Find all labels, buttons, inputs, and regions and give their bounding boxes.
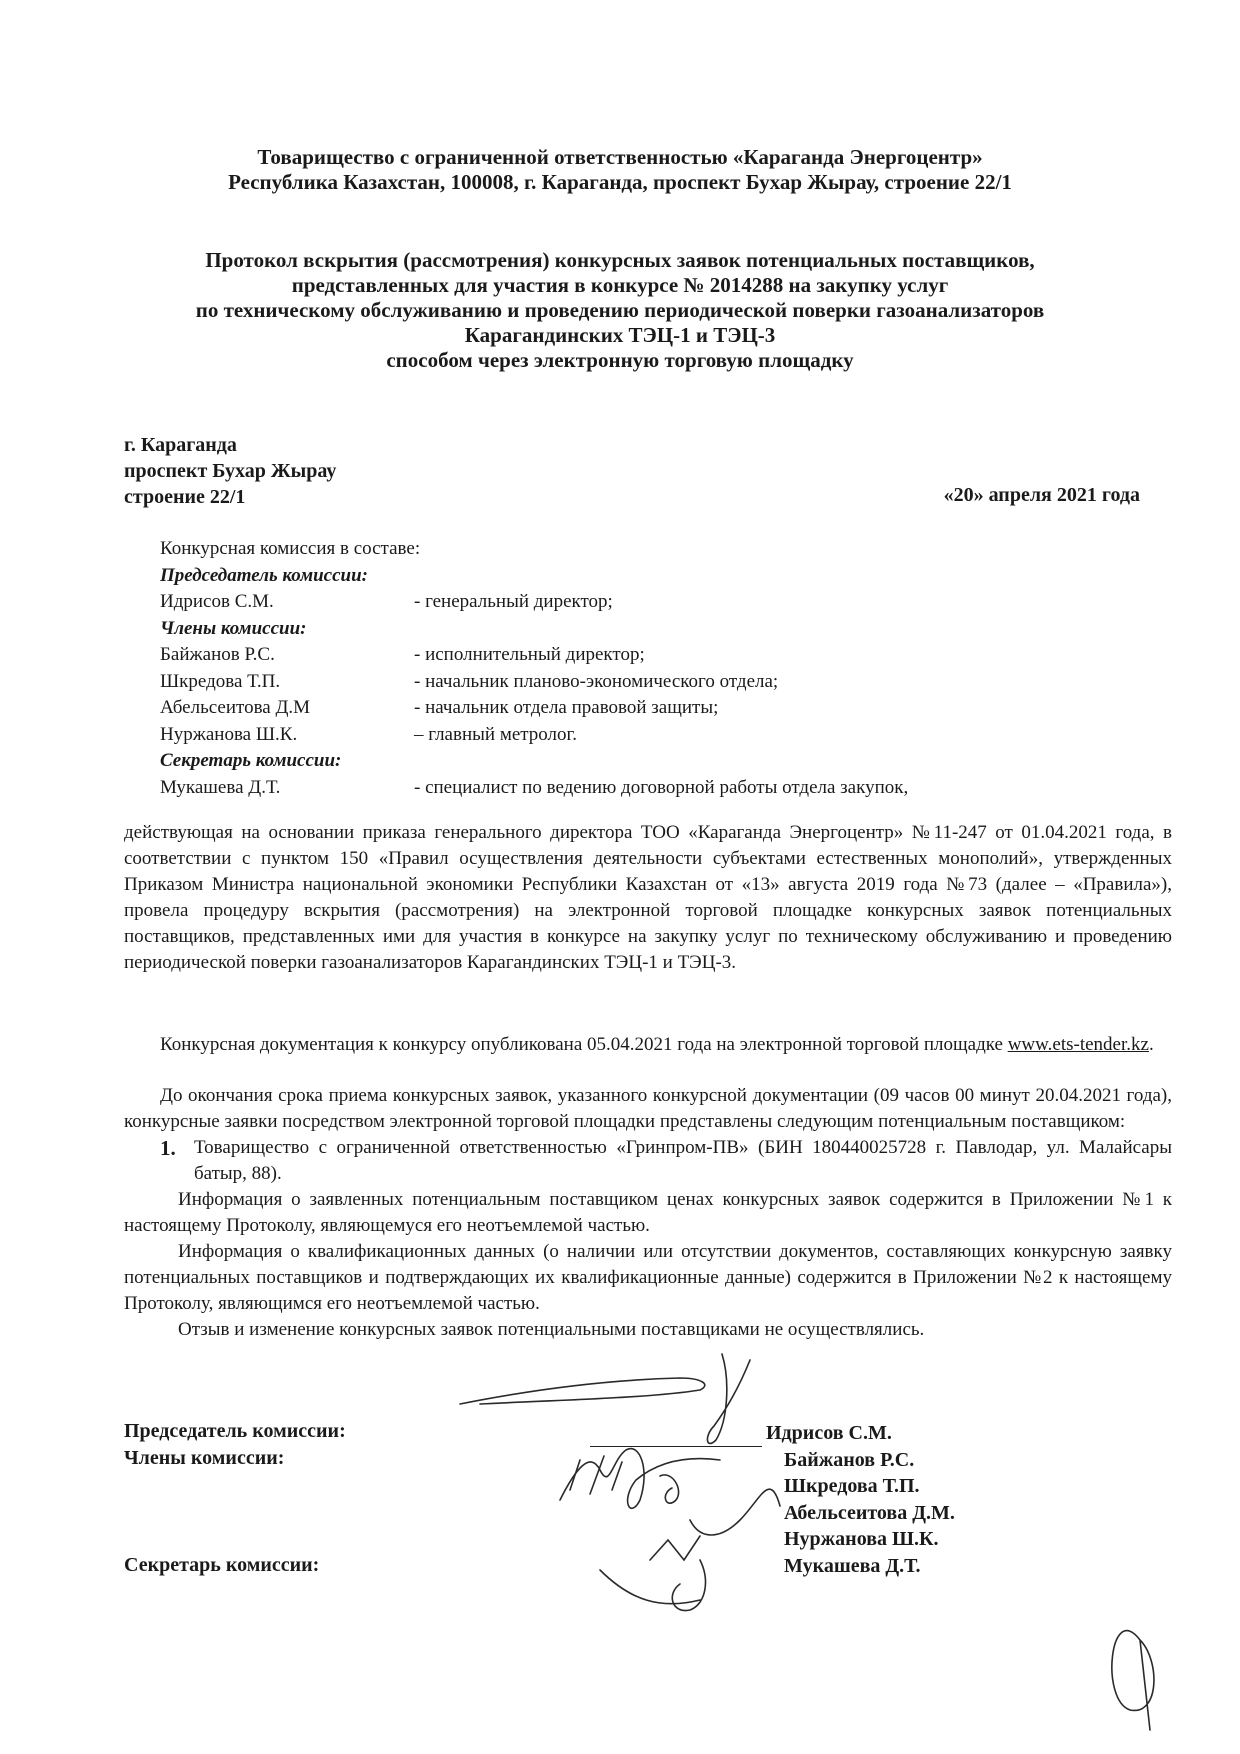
commission-member-row [160,775,908,802]
list-item [124,1135,1172,1187]
title-line: способом через электронную торговую площадку [386,348,854,372]
title-line: по техническому обслуживанию и проведению периодической поверки газоанализаторов [195,298,1045,322]
member-name: Шкредова Т.П. [160,670,281,692]
body-paragraph-basis [124,820,1172,976]
paragraph-text: действующая на основании приказа генерального директора ТОО «Караганда Энергоцентр» №11-247 от 01.04.2021 года, в соответствии с пунктом 150 «Правил осуществления деятельности субъектами естественных монополий», утвержденных Приказом Министра национальной экономики Республики Казахстан от «13» августа 2019 года №73 (далее – «Правила»), провела процедуру вскрытия (рассмотрения) на электронной торговой площадке конкурсных заявок потенциальных поставщиков, представленных ими для участия в конкурсе на закупку услуг по техническому обслуживанию и проведению периодической поверки газоанализаторов Карагандинских ТЭЦ-1 и ТЭЦ-3. [124,822,1172,973]
place-building: строение 22/1 [124,486,246,508]
member-position: - генеральный директор; [414,591,613,612]
chair-role-label: Председатель комиссии: [160,564,368,586]
paragraph-text: До окончания срока приема конкурсных заявок, указанного конкурсной документации (09 часов 00 минут 20.04.2021 года), конкурсные заявки посредством электронной торговой площадки представлены следующим потенциальным поставщиком: [124,1085,1172,1132]
secretary-role-label: Секретарь комиссии: [160,750,342,771]
bidder-text: Товарищество с ограниченной ответственностью «Гринпром-ПВ» (БИН 180440025728 г. Павлодар, ул. Малайсары батыр, 88). [194,1137,1172,1184]
members-role-label: Члены комиссии: [160,617,307,639]
commission-member-row [160,589,908,616]
signature-secretary-label: Секретарь комиссии: [124,1554,320,1576]
body-paragraph-publication [124,1032,1172,1058]
publication-end: . [1148,1034,1154,1055]
paragraph-text [124,1032,1172,1058]
signature-names [766,1420,955,1579]
signature-members-label: Члены комиссии: [124,1447,285,1469]
bidder-number: 1. [160,1136,176,1160]
signatory-name: Абельсеитова Д.М. [784,1501,955,1524]
member-position: - исполнительный директор; [414,644,645,665]
tender-site-link[interactable]: www.ets-tender.kz [1007,1034,1149,1055]
publication-text: Конкурсная документация к конкурсу опубликована 05.04.2021 года на электронной торговой площадке [160,1034,1003,1055]
signatory-name: Шкредова Т.П. [784,1475,920,1497]
member-position: - начальник планово-экономического отдела; [414,670,779,692]
member-position: - специалист по ведению договорной работы отдела закупок, [414,776,909,798]
signatory-name: Байжанов Р.С. [784,1448,915,1471]
title-line: Протокол вскрытия (рассмотрения) конкурсных заявок потенциальных поставщиков, [205,248,1035,272]
signature-line [590,1446,762,1447]
signature-chair-label: Председатель комиссии: [124,1420,346,1442]
bidder-list [124,1135,1172,1187]
protocol-date: «20» апреля 2021 года [943,484,1140,506]
organization-name: Товарищество с ограниченной ответственностью «Караганда Энергоцентр» [257,145,983,169]
member-position: – главный метролог. [414,723,577,745]
organization-address: Республика Казахстан, 100008, г. Караганда, проспект Бухар Жырау, строение 22/1 [228,170,1012,194]
member-position: - начальник отдела правовой защиты; [414,697,719,718]
paragraph-text: Отзыв и изменение конкурсных заявок потенциальными поставщиками не осуществлялись. [178,1319,925,1340]
organization-header [0,145,1240,195]
place-city: г. Караганда [124,434,237,456]
member-name: Идрисов С.М. [160,591,274,612]
member-name: Нуржанова Ш.К. [160,723,298,745]
member-name: Абельсеитова Д.М [160,697,311,718]
commission-member-row [160,695,908,722]
commission-member-row [160,669,908,696]
protocol-title [0,248,1240,373]
title-line: представленных для участия в конкурсе № 2014288 на закупку услуг [291,273,949,297]
signatory-name: Идрисов С.М. [766,1422,892,1444]
place-block [124,432,336,510]
commission-member-row [160,642,908,669]
title-line: Карагандинских ТЭЦ-1 и ТЭЦ-3 [464,323,776,347]
place-street: проспект Бухар Жырау [124,460,337,482]
commission-intro: Конкурсная комиссия в составе: [160,538,421,559]
signatory-name: Нуржанова Ш.К. [784,1528,939,1550]
commission-list [160,536,908,801]
paragraph-text: Информация о квалификационных данных (о наличии или отсутствии документов, составляющих конкурсную заявку потенциальных поставщиков и подтверждающих их квалификационные данные) содержится в Приложении №2 к настоящему Протоколу, являющимся его неотъемлемой частью. [124,1241,1172,1314]
paragraph-text: Информация о заявленных потенциальным поставщиком ценах конкурсных заявок содержится в Приложении №1 к настоящему Протоколу, являющемуся его неотъемлемой частью. [124,1189,1172,1236]
body-paragraph-submissions [124,1083,1172,1343]
signatory-name: Мукашева Д.Т. [784,1554,921,1577]
member-name: Байжанов Р.С. [160,644,275,665]
member-name: Мукашева Д.Т. [160,776,281,798]
commission-member-row [160,722,908,749]
